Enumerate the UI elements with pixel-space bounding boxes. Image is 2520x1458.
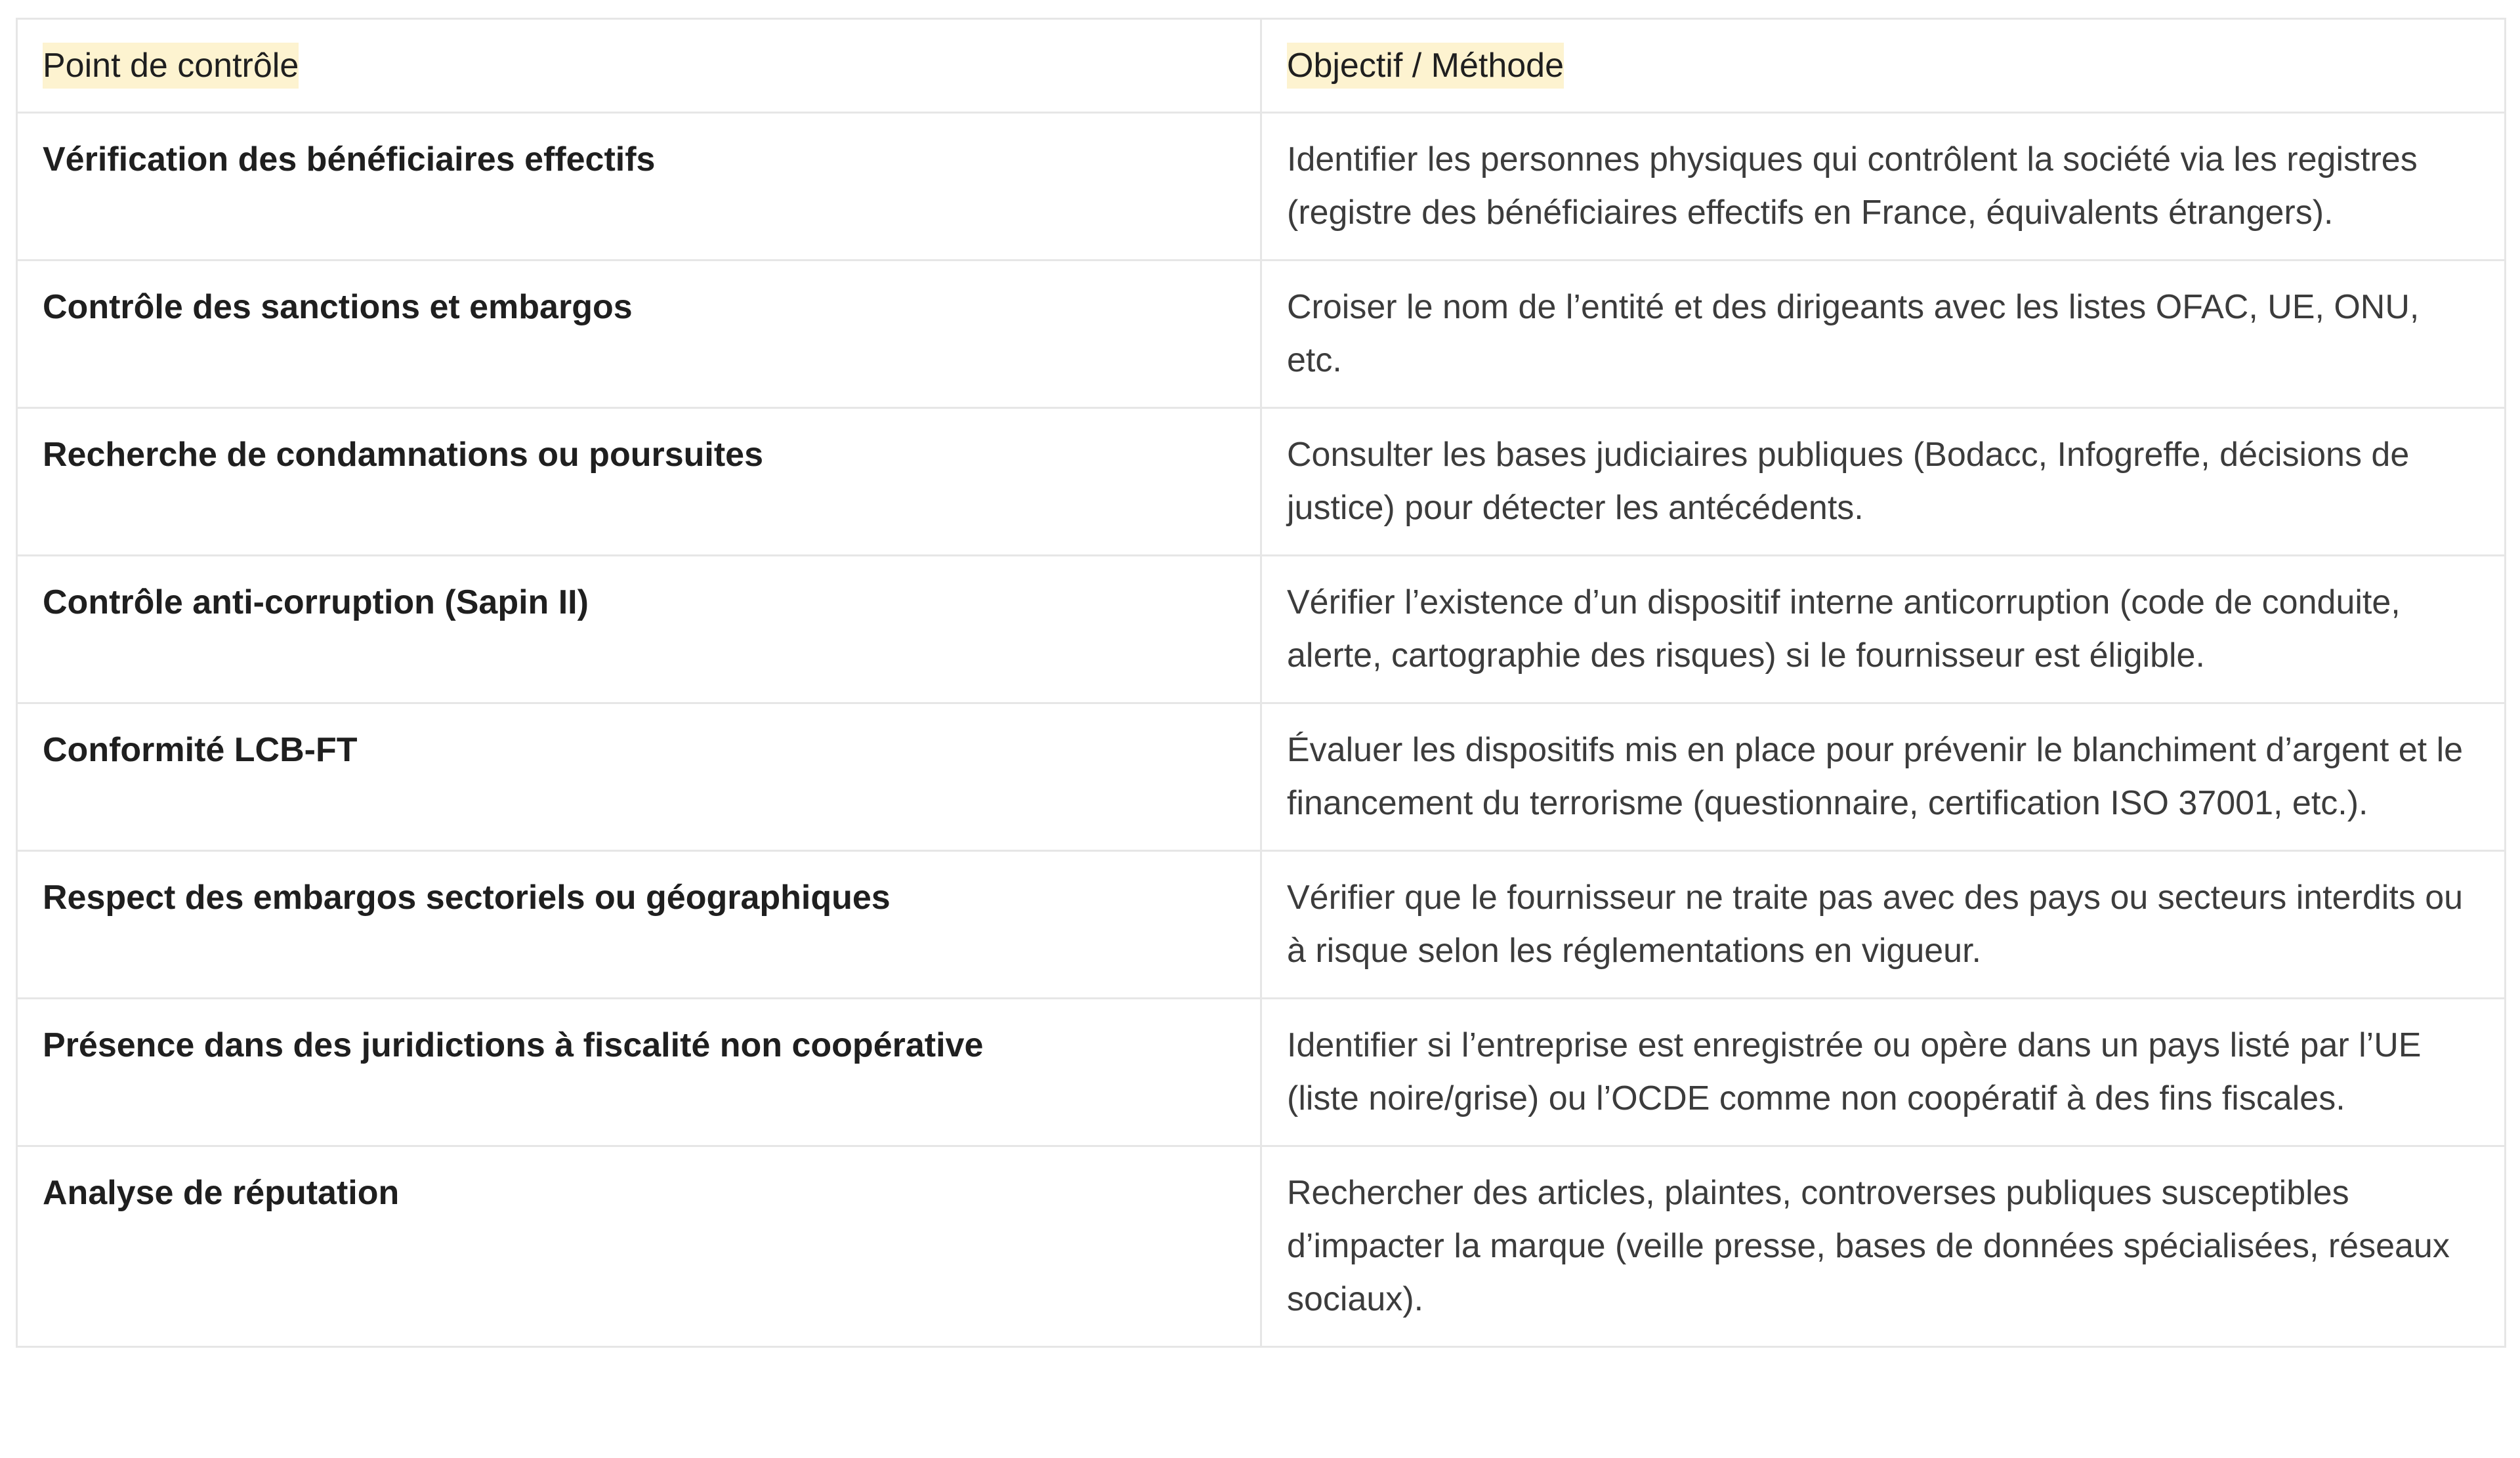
row-point: Conformité LCB-FT <box>17 703 1261 851</box>
table-header-row <box>17 19 2506 113</box>
row-objectif: Identifier si l’entreprise est enregistrée ou opère dans un pays listé par l’UE (liste noire/grise) ou l’OCDE comme non coopératif à des fins fiscales. <box>1261 999 2506 1146</box>
row-objectif: Rechercher des articles, plaintes, controverses publiques susceptibles d’impacter la marque (veille presse, bases de données spécialisées, réseaux sociaux). <box>1261 1146 2506 1347</box>
row-objectif: Croiser le nom de l’entité et des dirigeants avec les listes OFAC, UE, ONU, etc. <box>1261 260 2506 408</box>
row-point: Respect des embargos sectoriels ou géographiques <box>17 851 1261 999</box>
table-row <box>17 408 2506 556</box>
row-objectif: Identifier les personnes physiques qui contrôlent la société via les registres (registre des bénéficiaires effectifs en France, équivalents étrangers). <box>1261 113 2506 260</box>
row-objectif: Vérifier que le fournisseur ne traite pas avec des pays ou secteurs interdits ou à risque selon les réglementations en vigueur. <box>1261 851 2506 999</box>
row-objectif: Consulter les bases judiciaires publiques (Bodacc, Infogreffe, décisions de justice) pour détecter les antécédents. <box>1261 408 2506 556</box>
compliance-table <box>16 18 2506 1348</box>
table-row <box>17 851 2506 999</box>
table-row <box>17 556 2506 703</box>
header-label: Objectif / Méthode <box>1287 43 1564 89</box>
compliance-table-container <box>16 18 2504 1348</box>
row-objectif: Vérifier l’existence d’un dispositif interne anticorruption (code de conduite, alerte, cartographie des risques) si le fournisseur est éligible. <box>1261 556 2506 703</box>
table-row <box>17 1146 2506 1347</box>
header-objectif-methode <box>1261 19 2506 113</box>
table-row <box>17 113 2506 260</box>
row-point: Analyse de réputation <box>17 1146 1261 1347</box>
row-objectif: Évaluer les dispositifs mis en place pour prévenir le blanchiment d’argent et le financement du terrorisme (questionnaire, certification ISO 37001, etc.). <box>1261 703 2506 851</box>
table-row <box>17 703 2506 851</box>
header-point-de-controle <box>17 19 1261 113</box>
row-point: Recherche de condamnations ou poursuites <box>17 408 1261 556</box>
row-point: Vérification des bénéficiaires effectifs <box>17 113 1261 260</box>
header-label: Point de contrôle <box>43 43 299 89</box>
table-row <box>17 260 2506 408</box>
row-point: Contrôle des sanctions et embargos <box>17 260 1261 408</box>
row-point: Contrôle anti-corruption (Sapin II) <box>17 556 1261 703</box>
row-point: Présence dans des juridictions à fiscalité non coopérative <box>17 999 1261 1146</box>
table-row <box>17 999 2506 1146</box>
